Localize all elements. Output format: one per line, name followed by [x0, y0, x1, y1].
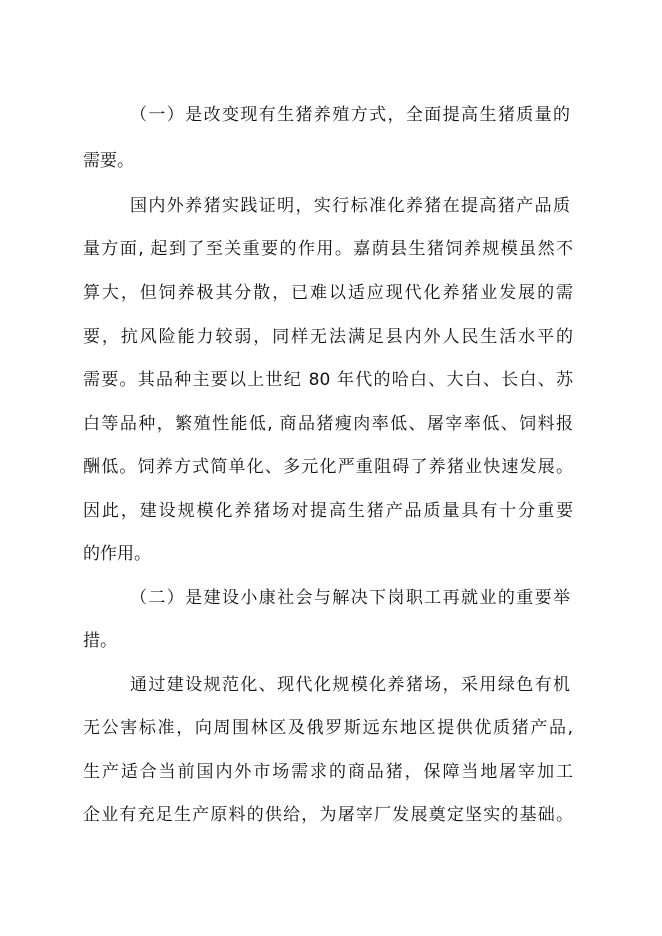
paragraph-1-line-8: 因此，建设规模化养猪场对提高生猪产品质量具有十分重要: [83, 501, 573, 521]
paragraph-2-line-1: 通过建设规范化、现代化规模化养猪场，采用绿色有机: [130, 675, 570, 695]
paragraph-1-line-5: 需要。其品种主要以上世纪 80 年代的哈白、大白、长白、苏: [83, 370, 573, 390]
paragraph-2-line-3: 生产适合当前国内外市场需求的商品猪，保障当地屠宰加工: [83, 762, 573, 782]
heading-1-line-2: 需要。: [83, 151, 134, 171]
paragraph-1-line-1: 国内外养猪实践证明，实行标准化养猪在提高猪产品质: [130, 196, 570, 216]
heading-1-line-1: （一）是改变现有生猪养殖方式，全面提高生猪质量的: [130, 105, 570, 125]
paragraph-2-line-4: 企业有充足生产原料的供给，为屠宰厂发展奠定坚实的基础。: [83, 805, 573, 825]
heading-2-line-1: （二）是建设小康社会与解决下岗职工再就业的重要举: [130, 588, 570, 608]
paragraph-1-line-6: 白等品种，繁殖性能低, 商品猪瘦肉率低、屠宰率低、饲料报: [83, 414, 573, 434]
paragraph-1-line-3: 算大，但饲养极其分散，已难以适应现代化养猪业发展的需: [83, 283, 573, 303]
paragraph-2-line-2: 无公害标准，向周围林区及俄罗斯远东地区提供优质猪产品,: [83, 718, 573, 738]
paragraph-1-line-7: 酬低。饲养方式简单化、多元化严重阻碍了养猪业快速发展。: [83, 457, 573, 477]
paragraph-1-line-4: 要，抗风险能力较弱，同样无法满足县内外人民生活水平的: [83, 327, 573, 347]
paragraph-1-line-2: 量方面, 起到了至关重要的作用。嘉荫县生猪饲养规模虽然不: [83, 239, 573, 259]
paragraph-1-line-9: 的作用。: [83, 544, 151, 564]
heading-2-line-2: 措。: [83, 631, 117, 651]
